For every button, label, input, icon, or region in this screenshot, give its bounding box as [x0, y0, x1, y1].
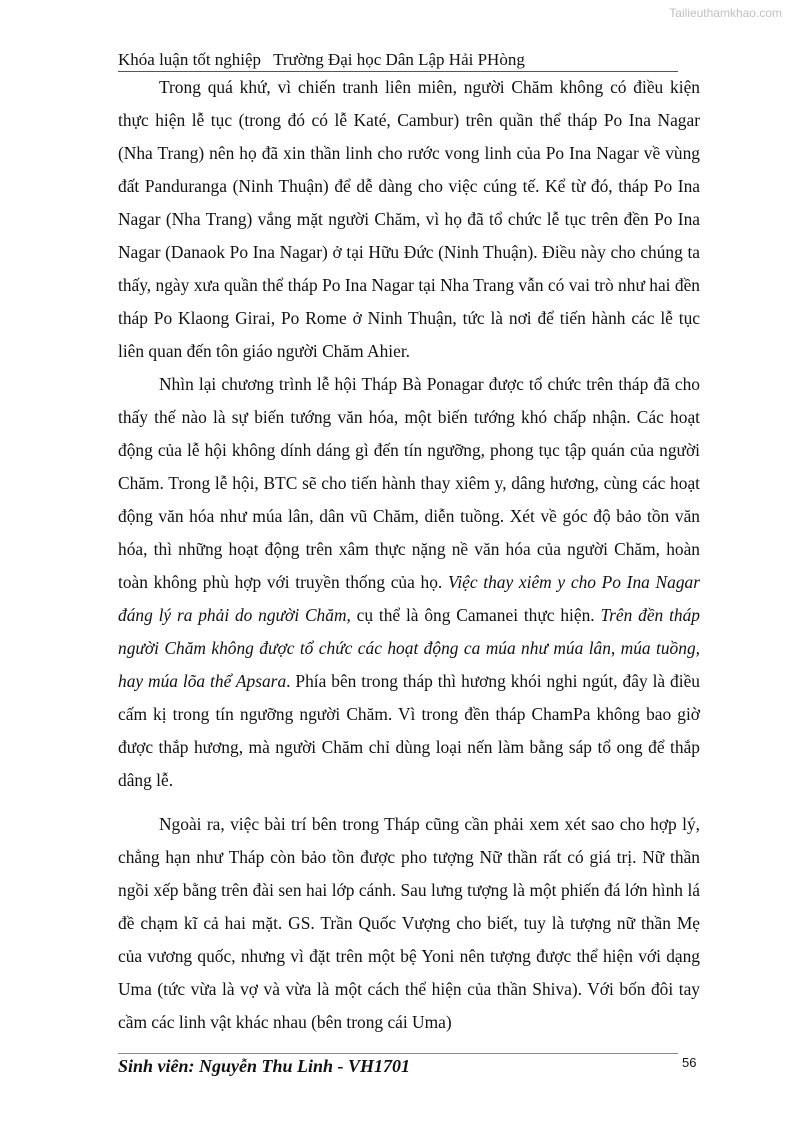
- header-thesis-label: Khóa luận tốt nghiệp: [118, 50, 262, 69]
- watermark: Tailieuthamkhao.com: [669, 6, 782, 20]
- italic-emphasis: Việc thay xiêm y cho Po Ina Nagar đáng lý ra phải do người Chăm: [118, 572, 700, 625]
- paragraph: [118, 368, 700, 797]
- paragraph-text: . Phía bên trong tháp thì hương khói nghi ngút, đây là điều cấm kị trong tín ngưỡng người Chăm. Vì trong đền tháp ChamPa không bao giờ được thắp hương, mà người Chăm chỉ dùng loại nến làm bằng sáp tổ ong để thắp dâng lễ.: [118, 671, 700, 790]
- paragraph: Trong quá khứ, vì chiến tranh liên miên, người Chăm không có điều kiện thực hiện lễ tục (trong đó có lễ Katé, Cambur) trên quần thể tháp Po Ina Nagar (Nha Trang) nên họ đã xin thần linh cho rước vong linh của Po Ina Nagar về vùng đất Panduranga (Ninh Thuận) để dễ dàng cho việc cúng tế. Kể từ đó, tháp Po Ina Nagar (Nha Trang) vắng mặt người Chăm, vì họ đã tổ chức lễ tục trên đền Po Ina Nagar (Danaok Po Ina Nagar) ở tại Hữu Đức (Ninh Thuận). Điều này cho chúng ta thấy, ngày xưa quần thể tháp Po Ina Nagar tại Nha Trang vẫn có vai trò như hai đền tháp Po Klaong Girai, Po Rome ở Ninh Thuận, tức là nơi để tiến hành các lễ tục liên quan đến tôn giáo người Chăm Ahier.: [118, 77, 700, 361]
- footer-student-name: Sinh viên: Nguyễn Thu Linh - VH1701: [118, 1056, 411, 1076]
- page-number: 56: [682, 1055, 697, 1070]
- header-university: Trường Đại học Dân Lập Hải PHòng: [273, 50, 525, 69]
- page-header: [118, 50, 678, 70]
- footer-rule: [118, 1053, 678, 1054]
- italic-emphasis: Trên đền tháp người Chăm không được tổ chức các hoạt động ca múa như múa lân, múa tuồng, hay múa lõa thể Apsara: [118, 605, 700, 691]
- document-body: [118, 71, 700, 1039]
- paragraph-text: , cụ thể là ông Camanei thực hiện.: [346, 605, 595, 625]
- paragraph: Ngoài ra, việc bài trí bên trong Tháp cũng cần phải xem xét sao cho hợp lý, chẳng hạn như Tháp còn bảo tồn được pho tượng Nữ thần rất có giá trị. Nữ thần ngồi xếp bằng trên đài sen hai lớp cánh. Sau lưng tượng là một phiến đá lớn hình lá đề chạm kĩ cả hai mặt. GS. Trần Quốc Vượng cho biết, tuy là tượng nữ thần Mẹ của vương quốc, nhưng vì đặt trên một bệ Yoni nên tượng được thể hiện với dạng Uma (tức vừa là vợ và vừa là một cách thể hiện của thần Shiva). Với bốn đôi tay cầm các linh vật khác nhau (bên trong cái Uma): [118, 814, 700, 1032]
- paragraph-text: Nhìn lại chương trình lễ hội Tháp Bà Ponagar được tổ chức trên tháp đã cho thấy thế nào là sự biến tướng văn hóa, một biến tướng khó chấp nhận. Các hoạt động của lễ hội không dính dáng gì đến tín ngưỡng, phong tục tập quán của người Chăm. Trong lễ hội, BTC sẽ cho tiến hành thay xiêm y, dâng hương, cùng các hoạt động văn hóa như múa lân, dân vũ Chăm, diễn tuồng. Xét về góc độ bảo tồn văn hóa, thì những hoạt động trên xâm thực nặng nề văn hóa của người Chăm, hoàn toàn không phù hợp với truyền thống của họ.: [118, 374, 700, 592]
